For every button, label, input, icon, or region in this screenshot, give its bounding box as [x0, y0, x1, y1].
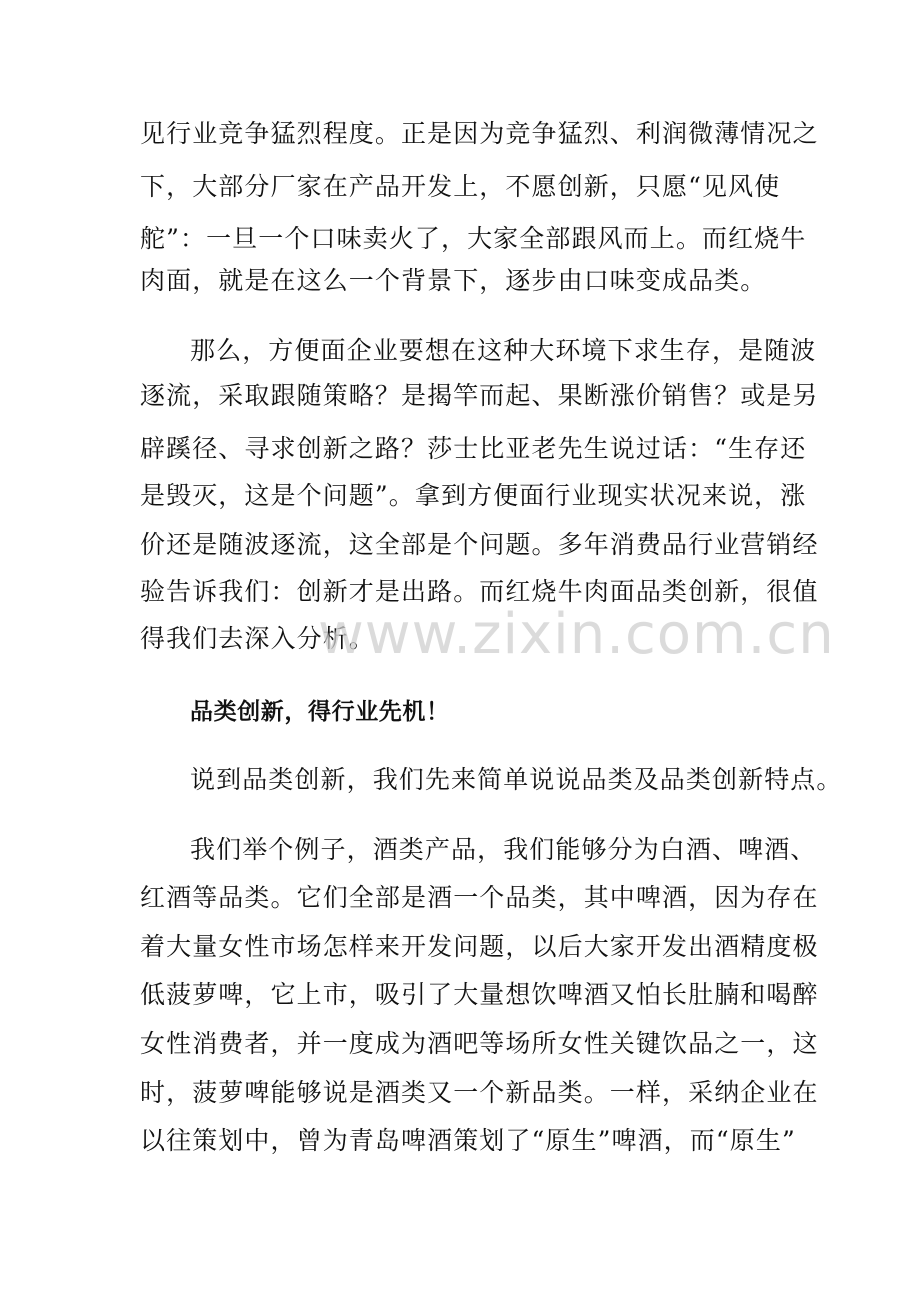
paragraph-4-line: 红酒等品类。它们全部是酒一个品类，其中啤酒，因为存在 [140, 883, 819, 912]
paragraph-2-line: 逐流，采取跟随策略？是揭竿而起、果断涨价销售？或是另 [140, 381, 819, 410]
paragraph-1-line: 舵”：一旦一个口味卖火了，大家全部跟风而上。而红烧牛 [140, 224, 807, 253]
paragraph-1-line: 肉面，就是在这么一个背景下，逐步由口味变成品类。 [140, 266, 767, 295]
paragraph-2-line: 辟蹊径、寻求创新之路？莎士比亚老先生说过话：“生存还 [140, 434, 807, 463]
paragraph-2-line: 那么，方便面企业要想在这种大环境下求生存，是随波 [190, 336, 817, 365]
paragraph-1-line: 见行业竞争猛烈程度。正是因为竞争猛烈、利润微薄情况之 [140, 119, 819, 148]
section-heading: 品类创新，得行业先机！ [190, 699, 450, 725]
paragraph-2-line: 是毁灭，这是个问题”。拿到方便面行业现实状况来说，涨 [140, 481, 807, 510]
paragraph-2-line: 价还是随波逐流，这全部是个问题。多年消费品行业营销经 [140, 530, 819, 559]
paragraph-2-line: 得我们去深入分析。 [140, 624, 375, 653]
paragraph-2-line: 验告诉我们：创新才是出路。而红烧牛肉面品类创新，很值 [140, 577, 819, 606]
paragraph-4-line: 以往策划中，曾为青岛啤酒策划了“原生”啤酒，而“原生” [140, 1126, 796, 1155]
paragraph-3-line: 说到品类创新，我们先来简单说说品类及品类创新特点。 [190, 765, 843, 794]
paragraph-4-line: 女性消费者，并一度成为酒吧等场所女性关键饮品之一，这 [140, 1029, 819, 1058]
paragraph-4-line: 时，菠萝啤能够说是酒类又一个新品类。一样，采纳企业在 [140, 1078, 819, 1107]
paragraph-4-line: 着大量女性市场怎样来开发问题，以后大家开发出酒精度极 [140, 932, 819, 961]
watermark: www.zixin.com.cn [318, 602, 835, 667]
paragraph-1-line: 下，大部分厂家在产品开发上，不愿创新，只愿“见风使 [140, 172, 781, 201]
paragraph-4-line: 我们举个例子，酒类产品，我们能够分为白酒、啤酒、 [190, 835, 817, 864]
paragraph-4-line: 低菠萝啤，它上市，吸引了大量想饮啤酒又怕长肚腩和喝醉 [140, 980, 819, 1009]
